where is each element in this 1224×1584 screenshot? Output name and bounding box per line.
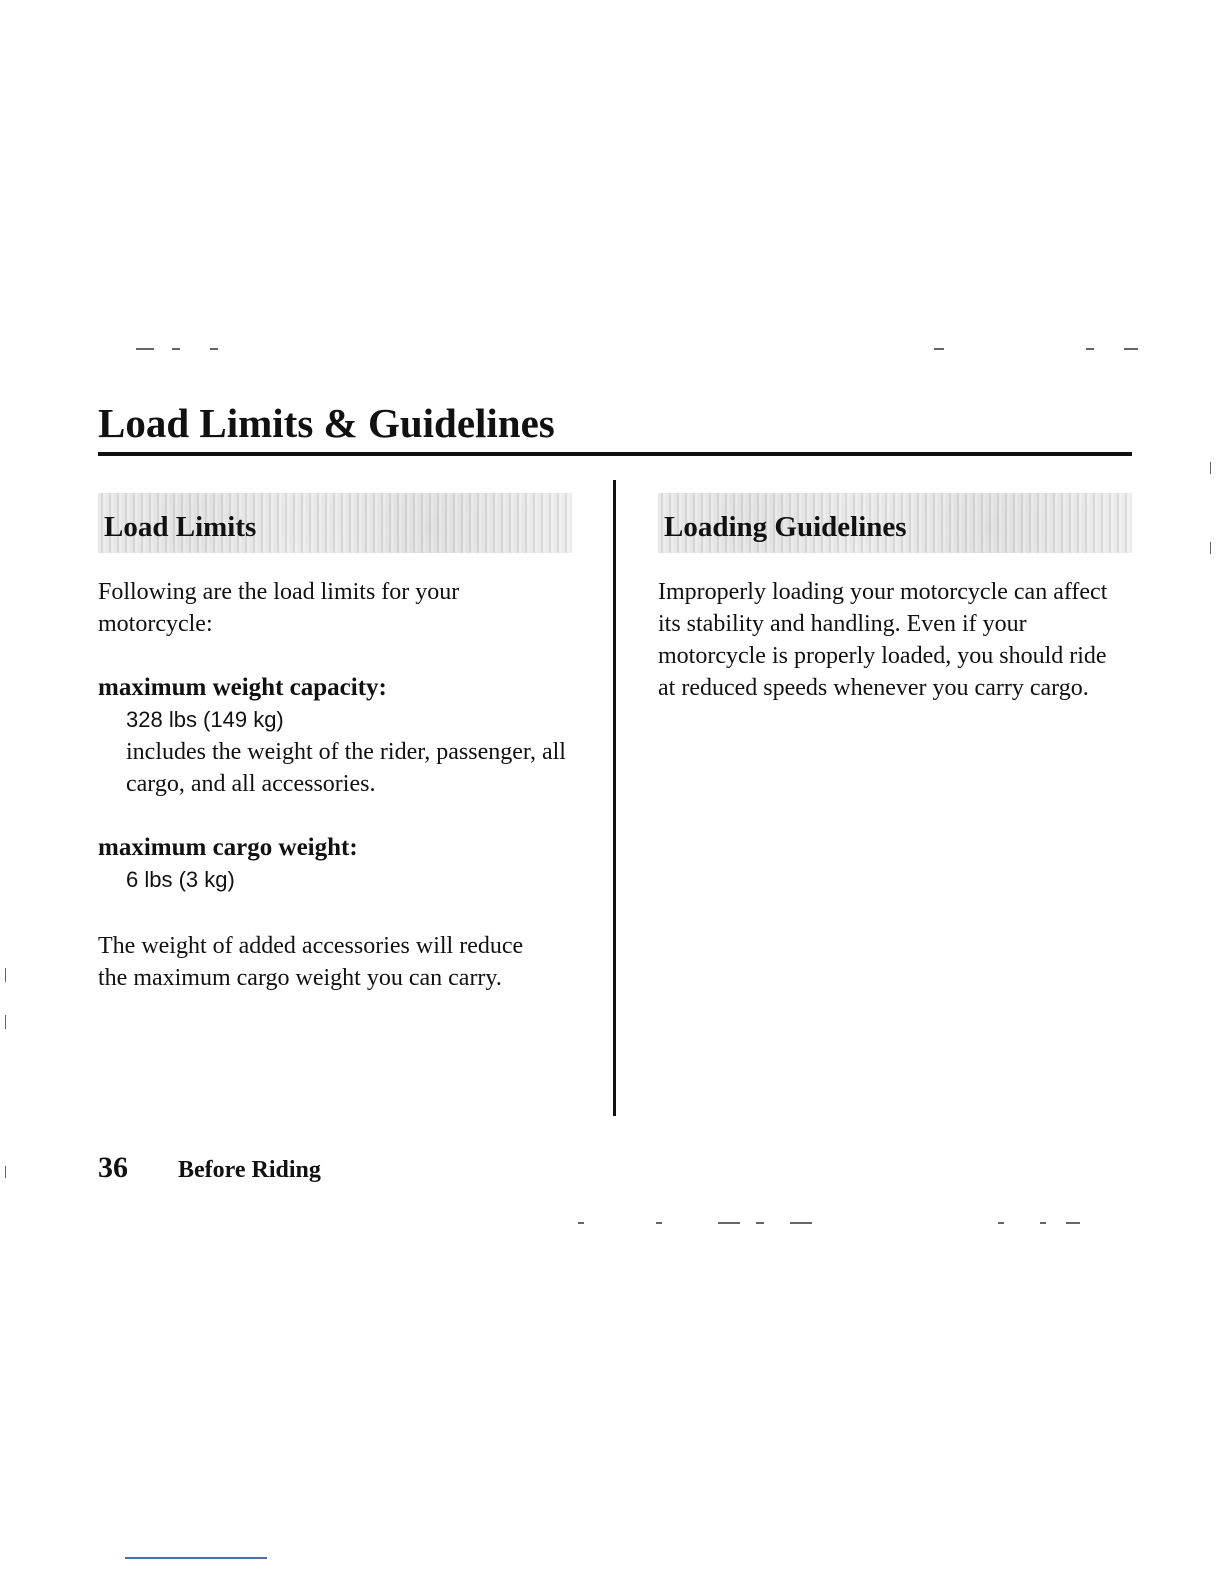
- scan-mark: [1210, 542, 1211, 554]
- scan-mark: [5, 1015, 6, 1029]
- column-divider: [613, 480, 616, 1116]
- accessories-paragraph: The weight of added accessories will reduce the maximum cargo weight you can carry.: [98, 933, 524, 991]
- scan-mark: [718, 1222, 740, 1224]
- scan-mark: [172, 348, 180, 350]
- page-title: Load Limits & Guidelines: [98, 400, 555, 446]
- scan-mark: [578, 1222, 584, 1224]
- page-number: 36: [98, 1151, 128, 1184]
- scan-mark: [656, 1222, 662, 1224]
- scan-mark: [210, 348, 218, 350]
- scan-mark: [790, 1222, 812, 1224]
- footer-section-name: Before Riding: [178, 1157, 321, 1183]
- max-cargo-weight-label: maximum cargo weight:: [98, 834, 358, 861]
- section-heading-load-limits: Load Limits: [104, 511, 257, 543]
- scan-mark: [5, 1166, 6, 1178]
- scan-mark: [5, 968, 6, 982]
- scan-mark: [136, 348, 154, 350]
- guidelines-paragraph: Improperly loading your motorcycle can affect its stability and handling. Even if your motorcycle is properly loaded, you should ride at reduced speeds whenever you carry cargo.: [658, 579, 1108, 701]
- max-cargo-weight-value: 6 lbs (3 kg): [126, 867, 235, 892]
- max-weight-capacity-value: 328 lbs (149 kg): [126, 707, 284, 732]
- bottom-rule: [125, 1557, 267, 1559]
- scan-mark: [1066, 1222, 1080, 1224]
- max-weight-capacity-label: maximum weight capacity:: [98, 674, 387, 701]
- scan-mark: [1040, 1222, 1046, 1224]
- scan-mark: [1210, 462, 1211, 474]
- scan-mark: [1124, 348, 1138, 350]
- title-rule: [98, 452, 1132, 456]
- scan-mark: [934, 348, 944, 350]
- max-weight-capacity-note: includes the weight of the rider, passenger, all cargo, and all accessories.: [126, 739, 566, 797]
- scan-mark: [756, 1222, 764, 1224]
- scan-mark: [1086, 348, 1094, 350]
- scan-mark: [998, 1222, 1004, 1224]
- section-heading-loading-guidelines: Loading Guidelines: [664, 511, 907, 543]
- intro-paragraph: Following are the load limits for your motorcycle:: [98, 579, 460, 637]
